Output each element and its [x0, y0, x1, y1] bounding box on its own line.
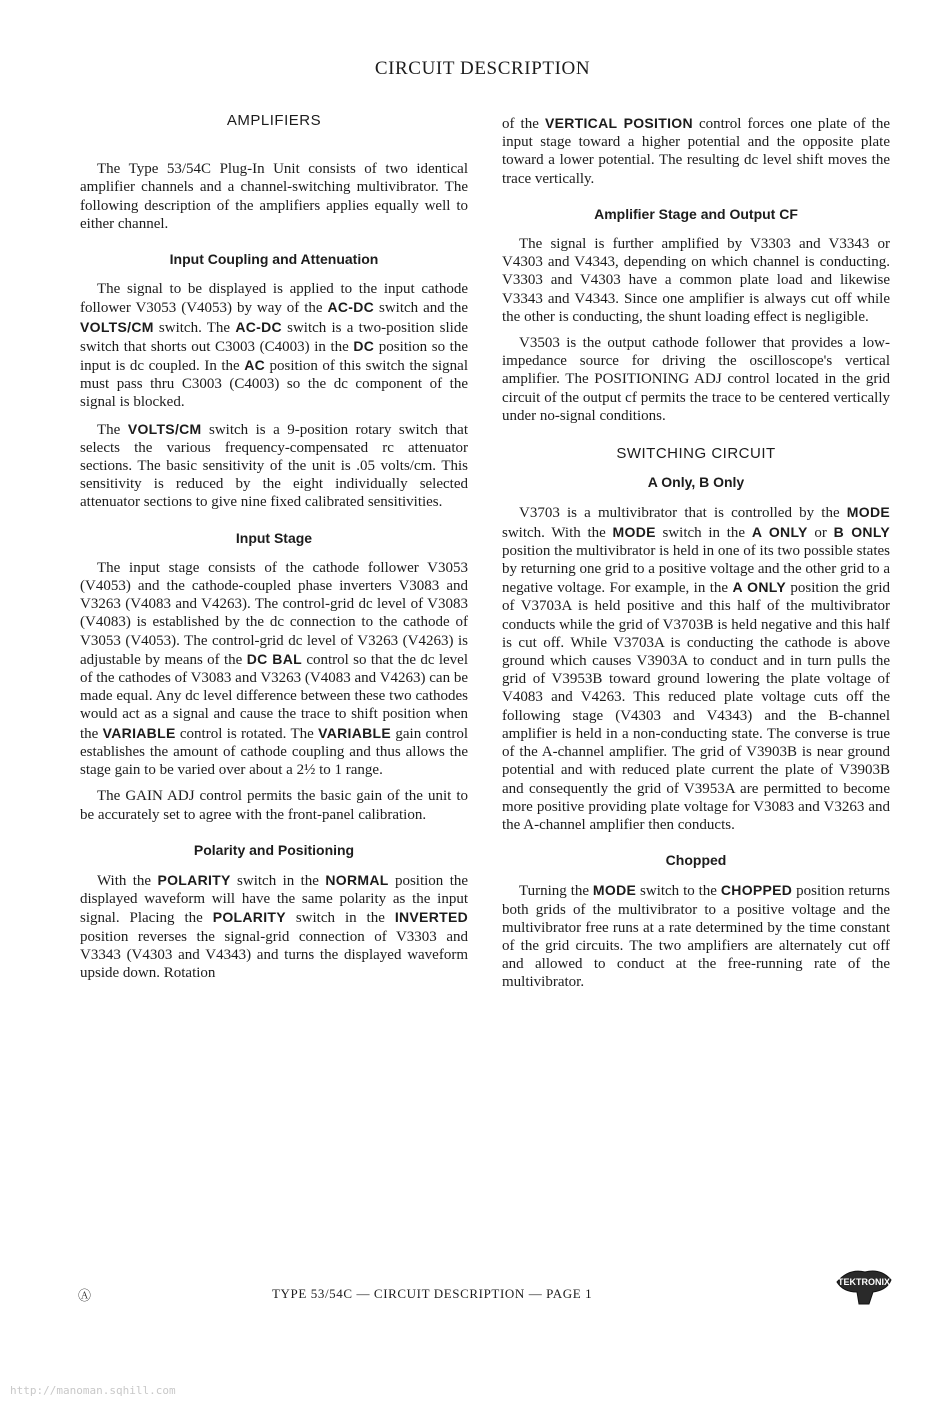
- control-name: INVERTED: [394, 909, 468, 926]
- control-name: CHOPPED: [720, 882, 793, 899]
- control-name: B ONLY: [833, 523, 891, 540]
- control-name: VOLTS/CM: [80, 318, 154, 335]
- input-coupling-heading: Input Coupling and Attenuation: [169, 251, 379, 268]
- input-stage-heading: Input Stage: [235, 529, 313, 546]
- amplifier-stage-paragraph-2: V3503 is the output cathode follower that provides a low-impedance source for driving the oscilloscope's vertical amplifier. The POSITIONING ADJ control located in the grid circuit of the output cf permits the trace to be centered vertically under no-signal conditions.: [502, 335, 890, 424]
- input-coupling-paragraph-2: The VOLTS/CM switch is a 9-position rotary switch that selects the various frequency-compensated rc attenuator sections. The basic sensitivity of the unit is .05 volts/cm. This sensitivity is reduced by the eight individually selected attenuator sections to give nine fixed calibrated sensitivities.: [80, 420, 468, 511]
- amplifiers-heading: AMPLIFIERS: [226, 112, 322, 129]
- tektronix-logo-icon: [829, 1262, 899, 1315]
- polarity-paragraph-continued: of the VERTICAL POSITION control forces one plate of the input stage toward a higher potential and the opposite plate toward a lower potential. The resulting dc level shift moves the trace vertically.: [502, 115, 890, 187]
- control-name: MODE: [612, 523, 656, 540]
- watermark-url: http://manoman.sqhill.com: [10, 1384, 176, 1397]
- control-name: MODE: [846, 504, 890, 521]
- control-name: AC-DC: [327, 299, 375, 316]
- control-name: POLARITY: [212, 909, 286, 926]
- a-only-paragraph-1: V3703 is a multivibrator that is controlled by the MODE switch. With the MODE switch in the A ONLY or B ONLY position the multivibrator is held in one of its two possible states by returning one grid to a positive voltage and the other grid to a negative voltage. For example, in the A ONLY position the grid of V3703A is held positive and this half of the multivibrator conducts while the grid of V3703B is held negative and this half is cut off. While V3703A is conducting the cathode is above ground which causes V3903A to conduct and in turn pulls the grid of V3953B toward ground lowering the plate voltage of V4083 and V4263. This reduced plate voltage cuts off the following stage (V4303 and V4343) and the B-channel amplifier is held in a non-conducting state. The converse is true of the A-channel amplifier. The grid of V3903B is near ground potential and with reduced plate current the plate of V3903B and consequently the grid of V3953A are permitted to become more positive providing plate voltage for V3083 and V3263 and the A-channel amplifier then conducts.: [502, 504, 891, 833]
- control-name: AC: [244, 357, 266, 374]
- input-stage-paragraph-2: The GAIN ADJ control permits the basic gain of the unit to be accurately set to agree with the front-panel calibration.: [80, 788, 468, 823]
- input-stage-paragraph-1: The input stage consists of the cathode follower V3053 (V4053) and the cathode-coupled phase inverters V3083 and V3263 (V4083 and V4263). The control-grid dc level of V3083 (V4083) is established by the dc connection to the cathode of V3053 (V4053). The control-grid dc level of V3263 (V4263) is adjustable by means of the DC BAL control so that the dc level of the cathodes of V3083 and V3263 (V4083 and V4263) can be made equal. Any dc level difference between these two cathodes would act as a signal and cause the trace to shift position when the VARIABLE control is rotated. The VARIABLE gain control establishes the amount of cathode coupling and thus allows the stage gain to be varied over about a 2½ to 1 range.: [80, 559, 469, 779]
- page-footer: [0, 1283, 950, 1313]
- control-name: DC BAL: [246, 650, 302, 667]
- left-column: [80, 112, 468, 990]
- control-name: MODE: [592, 882, 637, 899]
- logo-text: TEKTRONIX: [837, 1277, 891, 1287]
- control-name: AC-DC: [235, 318, 282, 335]
- switching-circuit-heading: SWITCHING CIRCUIT: [616, 445, 776, 463]
- registered-mark: Ⓐ: [78, 1288, 92, 1303]
- control-name: DC: [353, 337, 375, 354]
- amplifier-stage-heading: Amplifier Stage and Output CF: [594, 205, 798, 222]
- control-name: VERTICAL POSITION: [544, 115, 693, 131]
- polarity-heading: Polarity and Positioning: [193, 841, 355, 858]
- control-name: A ONLY: [751, 523, 808, 540]
- right-column: [502, 114, 890, 1000]
- chopped-heading: Chopped: [665, 852, 727, 869]
- amplifier-stage-paragraph-1: The signal is further amplified by V3303 and V3343 or V4303 and V4343, depending on which channel is conducting. V3303 and V4303 have a common plate load and likewise V3343 and V4343. Since one amplifier is always cut off while the other is conducting, the shunt loading effect is negligible.: [502, 236, 890, 325]
- control-name: VARIABLE: [318, 724, 392, 741]
- polarity-paragraph-1: With the POLARITY switch in the NORMAL position the displayed waveform will have the same polarity as the input signal. Placing the POLARITY switch in the INVERTED position reverses the signal-grid connection of V3303 and V3343 (V4303 and V4343) and turns the displayed waveform upside down. Rotation: [80, 871, 469, 981]
- control-name: NORMAL: [325, 871, 389, 888]
- control-name: POLARITY: [157, 871, 231, 888]
- footer-text: TYPE 53/54C — CIRCUIT DESCRIPTION — PAGE 1: [272, 1286, 593, 1301]
- control-name: VOLTS/CM: [127, 420, 202, 437]
- a-only-b-only-heading: A Only, B Only: [647, 474, 745, 491]
- amplifiers-paragraph-1: The Type 53/54C Plug-In Unit consists of two identical amplifier channels and a channel-switching multivibrator. The following description of the amplifiers applies equally well to either channel.: [80, 161, 468, 232]
- control-name: A ONLY: [732, 579, 786, 596]
- chopped-paragraph-1: Turning the MODE switch to the CHOPPED position returns both grids of the multivibrator to a positive voltage and the multivibrator free runs at a rate determined by the time constant of the grid circuits. The two amplifiers are alternately cut off and allowed to conduct at the free-running rate of the multivibrator.: [502, 882, 891, 991]
- page-title: CIRCUIT DESCRIPTION: [374, 58, 591, 79]
- input-coupling-paragraph-1: The signal to be displayed is applied to the input cathode follower V3053 (V4053) by way of the AC-DC switch and the VOLTS/CM switch. The AC-DC switch is a two-position slide switch that shorts out C3003 (C4003) in the DC position so the input is dc coupled. In the AC position of this switch the signal must pass thru C3003 (C4003) so the dc component of the signal is blocked.: [80, 281, 468, 411]
- control-name: VARIABLE: [102, 724, 176, 741]
